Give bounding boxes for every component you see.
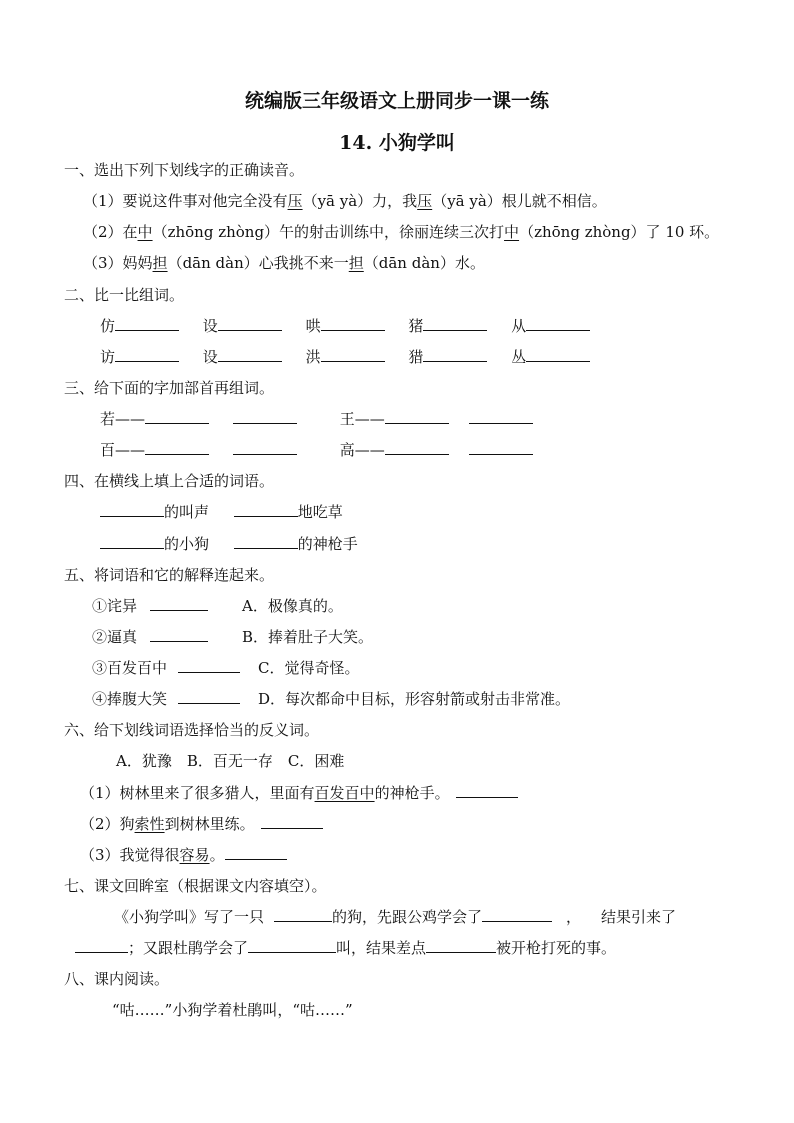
answer-blank[interactable] — [234, 502, 298, 517]
answer-blank[interactable] — [218, 316, 282, 331]
answer-blank[interactable] — [225, 845, 287, 860]
word-group-row-2: 访 设 洪 猎 丛 — [100, 347, 590, 367]
section-2-heading: 二、比一比组词。 — [64, 286, 185, 304]
section-6-question-1: （1）树林里来了很多猎人，里面有百发百中的神枪手。 — [80, 783, 518, 803]
antonym-options: A．犹豫 B．百无一存 C．困难 — [116, 752, 345, 770]
answer-blank[interactable] — [150, 596, 208, 611]
answer-blank[interactable] — [423, 316, 487, 331]
answer-blank[interactable] — [248, 938, 336, 953]
answer-blank[interactable] — [233, 409, 297, 424]
answer-blank[interactable] — [145, 409, 209, 424]
answer-blank[interactable] — [456, 783, 518, 798]
section-1-question-1: （1）要说这件事对他完全没有压（yā yà）力，我压（yā yà）根儿就不相信。 — [83, 192, 607, 210]
match-def-d: D．每次都命中目标，形容射箭或射击非常准。 — [258, 690, 571, 708]
section-6-question-3: （3）我觉得很容易。 — [80, 845, 287, 865]
section-3-heading: 三、给下面的字加部首再组词。 — [64, 379, 275, 397]
section-4-heading: 四、在横线上填上合适的词语。 — [64, 472, 275, 490]
reading-paragraph-1: “咕……”小狗学着杜鹃叫，“咕……” — [112, 1001, 353, 1019]
match-row-2: ②逼真 — [92, 627, 208, 647]
page-title: 统编版三年级语文上册同步一课一练 — [244, 90, 549, 112]
answer-blank[interactable] — [321, 316, 385, 331]
match-row-1: ①诧异 — [92, 596, 208, 616]
radical-row-2: 百—— 高—— — [100, 440, 533, 460]
radical-row-1: 若—— 王—— — [100, 409, 533, 429]
answer-blank[interactable] — [115, 347, 179, 362]
answer-blank[interactable] — [385, 409, 449, 424]
word-group-row-1: 仿 设 哄 猪 从 — [100, 316, 590, 336]
section-1-question-2: （2）在中（zhōng zhòng）午的射击训练中，徐丽连续三次打中（zhōng zhòng）了 10 环。 — [83, 223, 720, 241]
section-1-heading: 一、选出下列下划线字的正确读音。 — [64, 161, 305, 179]
answer-blank[interactable] — [100, 502, 164, 517]
answer-blank[interactable] — [234, 534, 298, 549]
section-8-heading: 八、课内阅读。 — [64, 970, 170, 988]
answer-blank[interactable] — [75, 938, 128, 953]
match-row-3: ③百发百中 — [92, 658, 240, 678]
answer-blank[interactable] — [274, 907, 332, 922]
recall-line-1: 《小狗学叫》写了一只 的狗，先跟公鸡学会了 ， 结果引来了 — [114, 908, 677, 926]
answer-blank[interactable] — [115, 316, 179, 331]
answer-blank[interactable] — [385, 440, 449, 455]
fill-row-2: 的小狗 的神枪手 — [100, 534, 358, 554]
section-6-question-2: （2）狗索性到树林里练。 — [80, 814, 323, 834]
fill-row-1: 的叫声 地吃草 — [100, 502, 343, 522]
answer-blank[interactable] — [100, 534, 164, 549]
answer-blank[interactable] — [178, 689, 240, 704]
section-6-heading: 六、给下划线词语选择恰当的反义词。 — [64, 721, 320, 739]
match-def-a: A．极像真的。 — [242, 597, 343, 615]
answer-blank[interactable] — [469, 409, 533, 424]
answer-blank[interactable] — [178, 658, 240, 673]
lesson-title: 14. 小狗学叫 — [339, 132, 455, 154]
section-5-heading: 五、将词语和它的解释连起来。 — [64, 566, 275, 584]
answer-blank[interactable] — [218, 347, 282, 362]
section-7-heading: 七、课文回眸室（根据课文内容填空）。 — [64, 877, 327, 895]
answer-blank[interactable] — [469, 440, 533, 455]
answer-blank[interactable] — [233, 440, 297, 455]
answer-blank[interactable] — [423, 347, 487, 362]
recall-line-2: ；又跟杜鹃学会了 叫，结果差点 被开枪打死的事。 — [75, 938, 616, 958]
answer-blank[interactable] — [426, 938, 496, 953]
answer-blank[interactable] — [150, 627, 208, 642]
match-def-b: B．捧着肚子大笑。 — [242, 628, 374, 646]
answer-blank[interactable] — [526, 316, 590, 331]
match-def-c: C．觉得奇怪。 — [258, 659, 360, 677]
answer-blank[interactable] — [482, 907, 552, 922]
answer-blank[interactable] — [321, 347, 385, 362]
answer-blank[interactable] — [526, 347, 590, 362]
answer-blank[interactable] — [145, 440, 209, 455]
answer-blank[interactable] — [261, 814, 323, 829]
match-row-4: ④捧腹大笑 — [92, 689, 240, 709]
section-1-question-3: （3）妈妈担（dān dàn）心我挑不来一担（dān dàn）水。 — [83, 254, 485, 272]
